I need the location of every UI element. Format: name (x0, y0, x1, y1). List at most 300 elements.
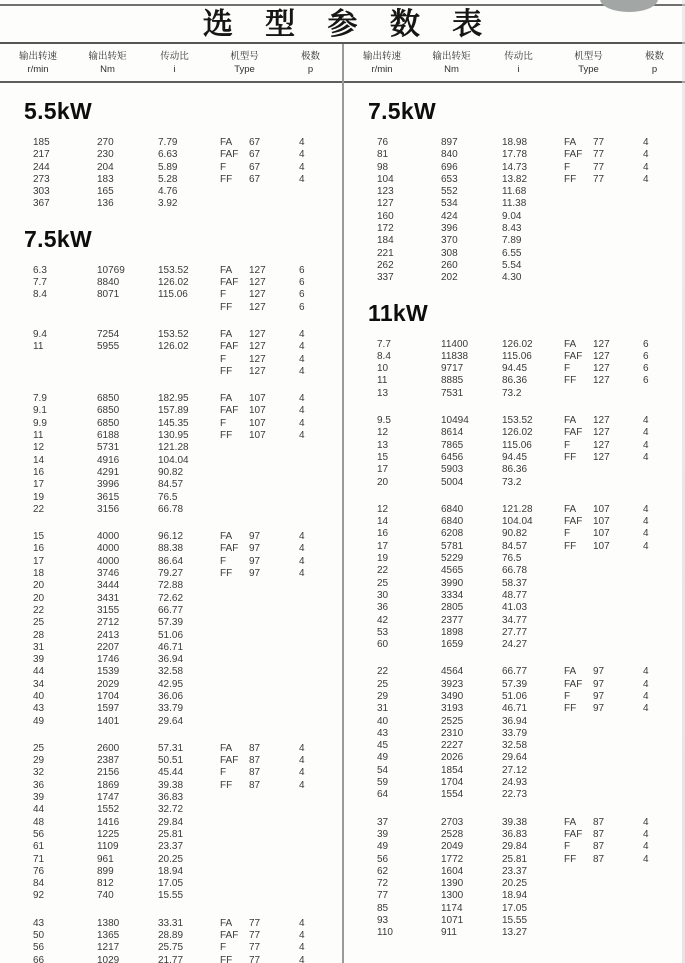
cell-poles (643, 260, 667, 272)
cell-poles (299, 854, 323, 866)
cell-output-torque: 4565 (441, 565, 464, 577)
cell-poles: 4 (643, 828, 649, 840)
cell-type-prefix (220, 654, 249, 666)
header-cell-ratio (139, 50, 210, 76)
cell-ratio: 17.05 (502, 902, 528, 914)
cell-ratio: 18.94 (502, 890, 528, 902)
cell-type-prefix: FAF (564, 149, 583, 161)
cell-poles (299, 878, 323, 890)
cell-type-size: 97 (593, 690, 605, 702)
cell-output-speed: 42 (377, 614, 389, 626)
cell-type-size: 87 (593, 841, 605, 853)
cell-ratio: 121.28 (158, 442, 189, 454)
cell-output-torque: 3156 (97, 503, 120, 515)
cell-ratio: 25.81 (158, 828, 184, 840)
cell-ratio: 126.02 (158, 277, 189, 289)
cell-type-prefix (564, 639, 593, 651)
cell-output-speed: 13 (377, 387, 389, 399)
cell-type-size: 127 (593, 439, 610, 451)
table-row (0, 817, 342, 829)
cell-type-size (249, 198, 279, 210)
cell-ratio: 66.78 (502, 565, 528, 577)
cell-ratio: 20.25 (158, 853, 184, 865)
table-row (0, 149, 342, 161)
table-row (344, 248, 685, 260)
cell-type-size (593, 903, 623, 915)
cell-ratio: 5.28 (158, 173, 178, 185)
cell-type-prefix (564, 765, 593, 777)
cell-output-torque: 1704 (97, 690, 120, 702)
cell-type-prefix (564, 789, 593, 801)
cell-type-size: 127 (593, 415, 610, 427)
cell-type-size: 127 (249, 264, 266, 276)
cell-poles: 6 (643, 375, 649, 387)
cell-output-torque: 8840 (97, 277, 120, 289)
table-row (344, 615, 685, 627)
cell-type-prefix (564, 878, 593, 890)
header-label: 极数 (644, 50, 664, 62)
cell-output-speed: 7.7 (33, 277, 47, 289)
cell-output-torque: 6850 (97, 405, 120, 417)
cell-type-prefix (220, 617, 249, 629)
cell-type-prefix (564, 716, 593, 728)
cell-type-prefix: FF (220, 365, 233, 377)
cell-output-torque: 6456 (441, 451, 464, 463)
cell-output-speed: 40 (33, 690, 45, 702)
cell-output-torque: 3746 (97, 568, 120, 580)
cell-output-torque: 696 (441, 161, 458, 173)
cell-ratio: 126.02 (502, 338, 533, 350)
cell-ratio: 126.02 (158, 341, 189, 353)
table-row (344, 452, 685, 464)
cell-type-prefix (564, 602, 593, 614)
table-row (0, 743, 342, 755)
cell-output-torque: 1401 (97, 715, 120, 727)
cell-ratio: 182.95 (158, 393, 189, 405)
cell-ratio: 11.68 (502, 186, 527, 198)
cell-type-prefix: FA (220, 328, 233, 340)
cell-ratio: 115.06 (502, 350, 532, 362)
cell-output-torque: 897 (441, 137, 458, 148)
table-row (0, 666, 342, 678)
cell-output-speed: 25 (377, 577, 389, 589)
table-row (0, 479, 342, 491)
table-row (0, 854, 342, 866)
cell-output-speed: 22 (377, 666, 389, 678)
cell-poles (299, 817, 323, 829)
cell-output-torque: 1539 (97, 666, 120, 678)
cell-type-size (249, 716, 279, 728)
cell-output-torque: 424 (441, 210, 458, 222)
cell-ratio: 66.77 (502, 666, 528, 678)
cell-type-prefix (564, 186, 593, 198)
cell-ratio: 23.37 (502, 865, 528, 877)
table-row (344, 440, 685, 452)
cell-type-size: 127 (249, 328, 266, 340)
cell-output-torque: 899 (97, 865, 114, 877)
table-row (344, 516, 685, 528)
cell-output-torque: 2377 (441, 614, 464, 626)
cell-type-size: 127 (249, 353, 266, 365)
cell-output-torque: 4564 (441, 666, 464, 678)
table-row (344, 777, 685, 789)
cell-poles (299, 654, 323, 666)
cell-output-speed: 34 (33, 678, 45, 690)
cell-poles: 4 (299, 353, 305, 365)
cell-type-prefix: F (564, 161, 571, 173)
cell-ratio: 34.77 (502, 614, 528, 626)
table-row (344, 137, 685, 149)
cell-ratio: 25.75 (158, 942, 184, 954)
cell-ratio: 14.73 (502, 161, 528, 173)
cell-output-speed: 64 (377, 789, 389, 801)
cell-poles: 4 (299, 365, 305, 377)
cell-poles (643, 915, 667, 927)
cell-output-speed: 20 (33, 592, 45, 604)
cell-type-size (593, 388, 623, 400)
cell-output-torque: 4000 (97, 543, 120, 555)
table-row (0, 302, 342, 314)
table-row (0, 654, 342, 666)
cell-type-size: 77 (249, 954, 261, 963)
header-unit: p (307, 63, 314, 75)
cell-output-speed: 172 (377, 223, 394, 235)
cell-output-torque: 2227 (441, 740, 464, 752)
cell-type-size: 77 (249, 930, 261, 942)
cell-ratio: 23.37 (158, 841, 184, 853)
cell-output-speed: 110 (377, 927, 393, 939)
table-row (0, 866, 342, 878)
cell-type-prefix (564, 553, 593, 565)
cell-type-prefix (220, 642, 249, 654)
cell-poles: 4 (643, 666, 649, 678)
cell-output-speed: 29 (33, 755, 45, 767)
cell-output-torque: 653 (441, 173, 458, 185)
cell-output-torque: 4000 (97, 555, 120, 567)
cell-output-torque: 2029 (97, 678, 120, 690)
table-row (344, 223, 685, 235)
cell-poles: 4 (643, 415, 649, 427)
cell-output-torque: 3996 (97, 479, 120, 491)
cell-output-torque: 2387 (97, 755, 120, 767)
cell-poles: 6 (643, 363, 649, 375)
cell-type-prefix: FF (564, 540, 577, 552)
cell-output-speed: 25 (377, 678, 389, 690)
cell-ratio: 58.37 (502, 577, 528, 589)
cell-poles: 4 (299, 173, 305, 185)
cell-poles: 4 (299, 755, 305, 767)
cell-output-speed: 62 (377, 865, 389, 877)
cell-output-torque: 4000 (97, 531, 120, 543)
table-row (0, 829, 342, 841)
cell-output-torque: 5781 (441, 540, 464, 552)
cell-type-prefix: FAF (220, 341, 239, 353)
cell-output-speed: 76 (33, 865, 45, 877)
cell-output-speed: 39 (33, 792, 45, 804)
header-cell-poles (279, 50, 342, 76)
cell-ratio: 66.78 (158, 503, 184, 515)
table-row (344, 541, 685, 553)
cell-type-size: 127 (249, 289, 266, 301)
table-row (0, 341, 342, 353)
cell-type-size (593, 752, 623, 764)
cell-output-torque: 1416 (97, 816, 120, 828)
cell-output-speed: 7.9 (33, 393, 47, 405)
cell-ratio: 84.57 (502, 540, 528, 552)
cell-type-size (593, 915, 623, 927)
data-block (344, 817, 685, 940)
cell-type-prefix: F (220, 161, 227, 173)
cell-output-torque: 961 (97, 853, 114, 865)
table-row (0, 455, 342, 467)
section-heading: 7.5kW (24, 225, 92, 252)
cell-ratio: 51.06 (502, 690, 528, 702)
cell-ratio: 51.06 (158, 629, 184, 641)
header-cell-torque (76, 50, 139, 76)
cell-output-torque: 1225 (97, 828, 120, 840)
cell-type-size: 77 (249, 917, 261, 929)
table-row (344, 211, 685, 223)
cell-output-torque: 6840 (441, 503, 464, 515)
cell-output-speed: 127 (377, 198, 394, 210)
cell-output-speed: 18 (33, 568, 45, 580)
cell-type-prefix (220, 703, 249, 715)
table-row (0, 556, 342, 568)
cell-output-speed: 11 (377, 375, 388, 387)
header-label: 输出转矩 (432, 50, 471, 62)
table-row (0, 930, 342, 942)
header-label: 机型号 (230, 50, 259, 62)
cell-poles (643, 602, 667, 614)
cell-ratio: 27.77 (502, 626, 528, 638)
cell-type-prefix (564, 272, 593, 284)
cell-ratio: 36.94 (502, 715, 528, 727)
cell-type-size (593, 248, 623, 260)
cell-output-speed: 22 (377, 565, 389, 577)
cell-output-speed: 12 (377, 427, 389, 439)
cell-ratio: 15.55 (158, 890, 184, 902)
cell-poles (299, 630, 323, 642)
cell-type-size: 127 (593, 451, 610, 463)
table-row (0, 642, 342, 654)
table-row (0, 679, 342, 691)
cell-output-torque: 370 (441, 235, 458, 247)
table-row (344, 927, 685, 939)
cell-ratio: 76.5 (158, 491, 178, 503)
cell-output-torque: 8071 (97, 289, 120, 301)
table-row (344, 854, 685, 866)
cell-type-size: 127 (593, 427, 610, 439)
cell-ratio: 79.27 (158, 568, 184, 580)
data-block (0, 393, 342, 516)
cell-output-torque: 2207 (97, 641, 120, 653)
cell-ratio (158, 354, 220, 366)
cell-ratio: 36.83 (502, 828, 528, 840)
cell-ratio: 20.25 (502, 878, 528, 890)
cell-poles (299, 679, 323, 691)
table-row (0, 918, 342, 930)
cell-output-speed: 31 (377, 703, 389, 715)
cell-type-prefix (564, 464, 593, 476)
cell-poles (643, 223, 667, 235)
cell-type-prefix (220, 630, 249, 642)
cell-output-torque: 1554 (441, 789, 464, 801)
cell-output-torque: 1109 (97, 841, 119, 853)
cell-poles (299, 617, 323, 629)
cell-type-prefix (220, 605, 249, 617)
table-row (344, 915, 685, 927)
table-row (0, 780, 342, 792)
cell-type-prefix: FAF (220, 543, 239, 555)
cell-ratio: 13.82 (502, 173, 528, 185)
cell-poles: 4 (299, 942, 305, 954)
cell-poles (299, 866, 323, 878)
cell-ratio: 57.39 (158, 617, 184, 629)
cell-poles (643, 903, 667, 915)
cell-type-prefix (220, 455, 249, 467)
cell-output-speed: 20 (377, 476, 389, 488)
cell-output-torque: 202 (441, 272, 458, 284)
cell-output-torque: 1552 (97, 804, 120, 816)
cell-output-speed: 25 (33, 617, 45, 629)
cell-ratio: 3.92 (158, 198, 178, 210)
cell-poles: 4 (299, 742, 305, 754)
cell-type-size: 67 (249, 149, 261, 161)
cell-type-prefix: FF (220, 954, 233, 963)
cell-output-speed: 16 (377, 528, 389, 540)
cell-output-speed: 16 (33, 543, 45, 555)
cell-poles (643, 272, 667, 284)
table-row (344, 388, 685, 400)
table-row (344, 703, 685, 715)
cell-poles (643, 890, 667, 902)
cell-output-speed: 36 (33, 779, 45, 791)
cell-output-speed: 19 (33, 491, 45, 503)
cell-ratio: 33.31 (158, 917, 184, 929)
cell-output-speed: 43 (33, 917, 45, 929)
cell-ratio: 73.2 (502, 476, 522, 488)
cell-output-torque: 552 (441, 186, 458, 198)
cell-output-torque: 11838 (441, 350, 469, 362)
cell-poles (299, 455, 323, 467)
cell-type-prefix (220, 854, 249, 866)
cell-type-size (249, 479, 279, 491)
cell-output-speed: 10 (377, 363, 389, 375)
cell-output-torque: 1704 (441, 777, 464, 789)
cell-poles: 6 (299, 264, 305, 276)
cell-output-speed: 244 (33, 161, 50, 173)
cell-output-torque: 2600 (97, 742, 120, 754)
cell-output-speed: 16 (33, 466, 45, 478)
cell-output-torque (97, 366, 158, 378)
cell-type-prefix (564, 728, 593, 740)
cell-type-prefix: FF (564, 853, 577, 865)
cell-type-size (249, 691, 279, 703)
cell-ratio: 4.30 (502, 272, 522, 284)
cell-output-speed: 56 (377, 853, 389, 865)
cell-type-prefix (220, 792, 249, 804)
cell-output-speed: 61 (33, 841, 45, 853)
cell-type-size (249, 666, 279, 678)
cell-type-size (593, 477, 623, 489)
cell-type-prefix (564, 223, 593, 235)
cell-ratio: 90.82 (502, 528, 528, 540)
cell-output-torque: 3334 (441, 589, 464, 601)
cell-poles (299, 198, 323, 210)
header-cell-torque (420, 50, 483, 76)
cell-ratio: 39.38 (158, 779, 184, 791)
cell-ratio: 73.2 (502, 387, 522, 399)
table-row (344, 602, 685, 614)
cell-poles (643, 878, 667, 890)
data-block (344, 504, 685, 652)
cell-type-prefix: FAF (564, 350, 583, 362)
cell-poles (643, 248, 667, 260)
cell-ratio: 5.54 (502, 259, 522, 271)
cell-ratio: 33.79 (502, 727, 528, 739)
cell-type-prefix: FAF (564, 516, 583, 528)
cell-output-torque: 5955 (97, 341, 120, 353)
cell-output-torque: 9717 (441, 363, 464, 375)
cell-type-size (593, 740, 623, 752)
cell-output-speed: 7.7 (377, 338, 391, 350)
cell-type-size: 107 (249, 393, 266, 405)
cell-type-size (249, 467, 279, 479)
cell-ratio: 4.76 (158, 186, 178, 198)
cell-poles (299, 890, 323, 902)
cell-poles: 4 (643, 439, 649, 451)
cell-type-prefix: F (564, 363, 571, 375)
cell-poles (299, 691, 323, 703)
cell-type-prefix: FAF (564, 678, 583, 690)
cell-type-prefix (220, 593, 249, 605)
cell-poles (299, 829, 323, 841)
data-block (0, 137, 342, 211)
table-row (0, 405, 342, 417)
cell-type-size (249, 186, 279, 198)
table-row (344, 789, 685, 801)
cell-type-prefix (220, 817, 249, 829)
table-row (344, 427, 685, 439)
header-label: 传动比 (160, 50, 189, 62)
cell-ratio: 18.98 (502, 137, 528, 148)
cell-output-torque: 1898 (441, 626, 464, 638)
table-row (344, 198, 685, 210)
table-row (0, 329, 342, 341)
cell-ratio: 86.36 (502, 375, 528, 387)
table-row (0, 568, 342, 580)
cell-poles (299, 492, 323, 504)
cell-output-speed: 44 (33, 666, 45, 678)
cell-type-size (593, 565, 623, 577)
cell-output-speed: 13 (377, 439, 389, 451)
cell-type-size: 97 (249, 555, 261, 567)
cell-ratio: 153.52 (502, 415, 533, 427)
cell-type-size: 107 (249, 430, 266, 442)
cell-type-prefix (564, 740, 593, 752)
cell-output-speed: 84 (33, 878, 45, 890)
cell-output-torque: 840 (441, 149, 458, 161)
cell-type-prefix (564, 866, 593, 878)
cell-type-prefix (220, 829, 249, 841)
cell-output-torque: 1365 (97, 930, 120, 942)
cell-type-size: 107 (593, 503, 610, 515)
cell-type-prefix: FAF (564, 427, 583, 439)
table-row (344, 415, 685, 427)
cell-poles (299, 716, 323, 728)
cell-output-torque: 3990 (441, 577, 464, 589)
cell-poles: 6 (643, 350, 649, 362)
